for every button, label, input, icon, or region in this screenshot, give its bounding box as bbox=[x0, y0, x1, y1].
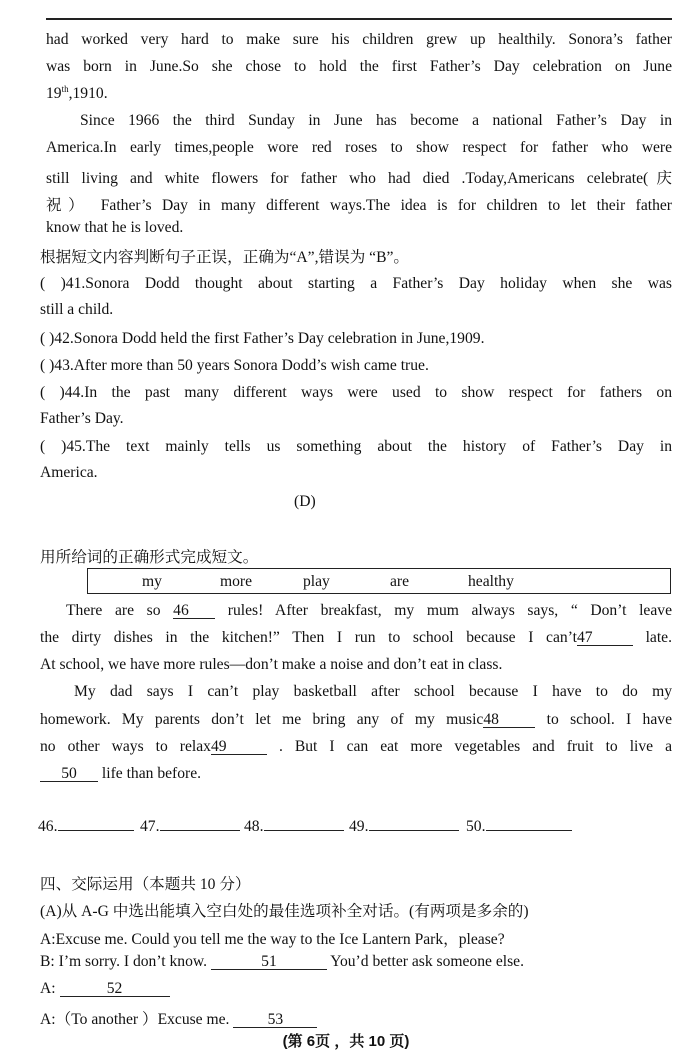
answer-49: 49. bbox=[349, 818, 459, 836]
text-line: was born in June.So she chose to hold the first Father’s Day celebration on June bbox=[46, 58, 672, 75]
blank-49: 49 bbox=[211, 739, 267, 755]
answer-47: 47. bbox=[140, 818, 240, 836]
text-line: no other ways to relax49 . But I can eat more vegetables and fruit to live a bbox=[40, 738, 672, 755]
text-line: 50 life than before. bbox=[40, 765, 201, 783]
dialogue-line: A: 52 bbox=[40, 980, 170, 998]
date-day: 19 bbox=[46, 85, 62, 103]
section-4a-instruction: (A)从 A-G 中选出能填入空白处的最佳选项补全对话。(有两项是多余的) bbox=[40, 903, 529, 920]
word-option: play bbox=[303, 573, 330, 590]
text-line: America.In early times,people wore red roses to show respect for father who were bbox=[46, 139, 672, 156]
word-option: healthy bbox=[468, 573, 514, 590]
text-line: Since 1966 the third Sunday in June has become a national Father’s Day in bbox=[80, 112, 672, 129]
word-box bbox=[87, 568, 671, 594]
text-line: At school, we have more rules—don’t make a noise and don’t eat in class. bbox=[40, 656, 503, 673]
dialogue-line: A:（To another ）Excuse me. 53 bbox=[40, 1007, 317, 1029]
text-line: homework. My parents don’t let me bring any of my music48 to school. I have bbox=[40, 711, 672, 728]
dialogue-line: B: I’m sorry. I don’t know. 51 You’d better ask someone else. bbox=[40, 953, 524, 970]
question-44-cont: Father’s Day. bbox=[40, 410, 124, 427]
question-44: ( )44.In the past many different ways were used to show respect for fathers on bbox=[40, 384, 672, 401]
question-45: ( )45.The text mainly tells us something about the history of Father’s Day in bbox=[40, 438, 672, 455]
text-line: There are so 46 rules! After breakfast, my mum always says, “ Don’t leave bbox=[66, 602, 672, 619]
word-option: are bbox=[390, 573, 410, 590]
answer-48: 48. bbox=[244, 818, 344, 836]
text-line bbox=[46, 84, 108, 103]
section-4-heading: 四、交际运用（本题共 10 分） bbox=[40, 876, 251, 893]
blank-51: 51 bbox=[211, 954, 327, 970]
judge-instruction: 根据短文内容判断句子正误，正确为“A”,错误为 “B”。 bbox=[40, 249, 410, 266]
question-43: ( )43.After more than 50 years Sonora Dodd’s wish came true. bbox=[40, 357, 429, 374]
question-45-cont: America. bbox=[40, 464, 98, 481]
word-option: my bbox=[142, 573, 162, 590]
question-41-cont: still a child. bbox=[40, 301, 114, 318]
blank-46: 46 bbox=[173, 603, 215, 619]
blank-53: 53 bbox=[233, 1012, 317, 1028]
answer-46: 46. bbox=[38, 818, 134, 836]
blank-52: 52 bbox=[60, 981, 170, 997]
text-line: had worked very hard to make sure his children grew up healthily. Sonora’s father bbox=[46, 31, 672, 48]
section-d-instruction: 用所给词的正确形式完成短文。 bbox=[40, 549, 259, 566]
section-d-heading: (D) bbox=[294, 493, 316, 510]
text-line: know that he is loved. bbox=[46, 219, 184, 236]
text-line: the dirty dishes in the kitchen!” Then I run to school because I can’t47 late. bbox=[40, 629, 672, 646]
question-41: ( )41.Sonora Dodd thought about starting a Father’s Day holiday when she was bbox=[40, 275, 672, 292]
page-footer: (第 6页 ，共 10 页) bbox=[282, 1033, 410, 1050]
text-line: still living and white flowers for father who had died .Today,Americans celebrate(庆 bbox=[46, 170, 672, 187]
question-42: ( )42.Sonora Dodd held the first Father’s Day celebration in June,1909. bbox=[40, 330, 485, 347]
date-year: ,1910. bbox=[68, 85, 108, 103]
answer-50: 50. bbox=[466, 818, 572, 836]
text-line: My dad says I can’t play basketball after school because I have to do my bbox=[74, 683, 672, 700]
dialogue-line: A:Excuse me. Could you tell me the way to the Ice Lantern Park，please? bbox=[40, 931, 505, 948]
blank-50: 50 bbox=[40, 766, 98, 782]
word-option: more bbox=[220, 573, 253, 590]
text-line: 祝） Father’s Day in many different ways.The idea is for children to let their father bbox=[46, 197, 672, 214]
date-suffix: th bbox=[61, 84, 69, 94]
blank-48: 48 bbox=[483, 712, 535, 728]
top-rule bbox=[46, 18, 672, 20]
blank-47: 47 bbox=[577, 630, 633, 646]
